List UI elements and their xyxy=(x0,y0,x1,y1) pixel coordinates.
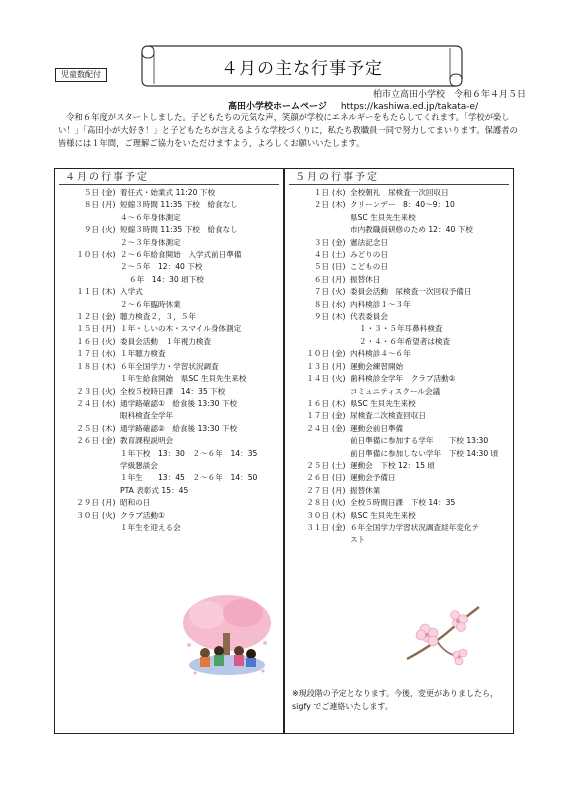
schedule-event: 県SC 生貝先生来校 xyxy=(350,510,416,520)
schedule-date: ２５日 xyxy=(76,423,99,433)
schedule-row xyxy=(59,323,283,335)
schedule-event: 運動会予備日 xyxy=(350,473,396,483)
schedule-row xyxy=(289,237,513,249)
schedule-continuation: コミュニティスクール会議 xyxy=(350,386,441,396)
schedule-weekday: (木) xyxy=(332,312,346,322)
schedule-continuation: 眼科検査全学年 xyxy=(120,411,174,421)
schedule-event: 歯科検診全学年 クラブ活動② xyxy=(350,374,456,384)
schedule-row xyxy=(289,497,513,509)
schedule-date: ２４日 xyxy=(76,398,99,408)
schedule-weekday: (月) xyxy=(332,361,346,371)
schedule-row xyxy=(289,274,513,286)
schedule-event: 全校朝礼 尿検査一次回収日 xyxy=(350,188,449,197)
schedule-date: １４日 xyxy=(306,374,329,384)
schedule-date: ３０日 xyxy=(306,510,329,520)
schedule-event: 通学路確認① 給食後 13:30 下校 xyxy=(120,398,238,408)
schedule-event: 運動会 下校 12：15 頃 xyxy=(350,460,435,470)
schedule-row xyxy=(289,410,513,422)
schedule-event: 教育課程説明会 xyxy=(120,436,174,446)
schedule-event: 振替休業 xyxy=(350,485,381,495)
april-list xyxy=(59,187,283,534)
schedule-date: １３日 xyxy=(306,361,329,371)
schedule-event: クリーンデー 8：40～9：10 xyxy=(350,200,455,210)
schedule-event: みどりの日 xyxy=(350,250,388,260)
schedule-event: クラブ活動① xyxy=(120,510,165,520)
schedule-event: 代表委員会 xyxy=(350,312,388,322)
schedule-event: 全校５校時日課 14：35 下校 xyxy=(120,386,226,396)
schedule-weekday: (水) xyxy=(332,188,346,197)
schedule-event: ２～６年給食開始 入学式前日準備 xyxy=(120,250,242,260)
schedule-event: 内科検診１～３年 xyxy=(350,299,411,309)
schedule-date: １８日 xyxy=(76,361,99,371)
schedule-event: 着任式・始業式 11:20 下校 xyxy=(120,188,216,197)
schedule-continuation: ２～３年身体測定 xyxy=(120,237,181,247)
schedule-weekday: (火) xyxy=(332,498,346,508)
schedule-date: ３１日 xyxy=(306,522,329,532)
schedule-row xyxy=(59,348,283,360)
schedule-event: 尿検査二次検査回収日 xyxy=(350,411,426,421)
schedule-weekday: (火) xyxy=(102,510,116,520)
schedule-date: ２５日 xyxy=(306,460,329,470)
issuer-date: 柏市立高田小学校 令和６年４月５日 xyxy=(372,90,526,100)
schedule-continuation: ４～６年身体測定 xyxy=(120,212,181,222)
may-heading: ５月の行事予定 xyxy=(289,171,509,185)
schedule-weekday: (木) xyxy=(102,423,116,433)
schedule-event: こどもの日 xyxy=(350,262,388,272)
schedule-event: 全校５時間日課 下校 14：35 xyxy=(350,498,456,508)
schedule-date: １０日 xyxy=(306,349,329,359)
schedule-event: 短縮３時間 11:35 下校 給食なし xyxy=(120,225,238,235)
schedule-event: 委員会活動 尿検査一次回収予備日 xyxy=(350,287,472,297)
schedule-weekday: (金) xyxy=(332,411,346,421)
schedule-weekday: (金) xyxy=(102,312,116,322)
distribution-badge: 児童数配付 xyxy=(55,68,107,82)
schedule-row xyxy=(289,373,513,385)
schedule-event: ６年全国学力学習状況調査経年変化テ xyxy=(350,522,480,532)
schedule-continuation: 前日準備に参加しない学年 下校 14:30 頃 xyxy=(350,448,499,458)
schedule-date: １２日 xyxy=(76,312,99,322)
schedule-row xyxy=(59,361,283,373)
schedule-date: ５日 xyxy=(313,262,329,272)
schedule-weekday: (火) xyxy=(102,336,116,346)
intro-paragraph: 令和６年度がスタートしました。子どもたちの元気な声，笑顔が学校にエネルギーをもたらしてくれます。「学校が楽しい！」「高田小が大好き！」と子どもたちが言えるような学校づくりに，私たち教職員一同で努力してまいります。保護者の皆様には１年間，ご理解ご協力をいただけますよう，よろしくお願いいたします。 xyxy=(58,112,518,148)
schedule-weekday: (月) xyxy=(332,485,346,495)
schedule-row xyxy=(59,224,283,236)
cherry-blossom-picnic-illustration xyxy=(179,593,275,681)
homepage-label: 高田小学校ホームページ xyxy=(228,102,327,112)
schedule-date: １６日 xyxy=(76,336,99,346)
schedule-weekday: (土) xyxy=(332,250,346,260)
schedule-continuation: スト xyxy=(350,535,366,545)
schedule-row xyxy=(59,423,283,435)
schedule-weekday: (金) xyxy=(332,349,346,359)
schedule-weekday: (日) xyxy=(332,262,346,272)
schedule-row xyxy=(289,199,513,211)
schedule-row xyxy=(289,249,513,261)
schedule-date: ２６日 xyxy=(76,436,99,446)
schedule-continuation: １年生を迎える会 xyxy=(120,522,181,532)
page-title: ４月の主な行事予定 xyxy=(221,59,383,79)
schedule-date: ３０日 xyxy=(76,510,99,520)
schedule-weekday: (日) xyxy=(332,473,346,483)
schedule-row xyxy=(59,311,283,323)
schedule-row xyxy=(289,522,513,534)
schedule-row xyxy=(289,510,513,522)
schedule-weekday: (水) xyxy=(102,250,116,260)
schedule-date: １０日 xyxy=(76,250,99,260)
schedule-continuation: ２～５年 12：40 下校 xyxy=(120,262,203,272)
schedule-continuation: ２・４・６年希望者は検査 xyxy=(359,336,451,346)
schedule-date: ９日 xyxy=(83,225,99,235)
schedule-weekday: (木) xyxy=(102,361,116,371)
schedule-date: ４日 xyxy=(313,250,329,260)
schedule-date: ５日 xyxy=(83,188,99,197)
schedule-weekday: (土) xyxy=(332,460,346,470)
april-heading: ４月の行事予定 xyxy=(59,171,279,185)
schedule-event: 入学式 xyxy=(120,287,143,297)
schedule-event: 短縮３時間 11:35 下校 給食なし xyxy=(120,200,238,210)
schedule-row xyxy=(289,299,513,311)
schedule-row xyxy=(59,249,283,261)
schedule-date: ２４日 xyxy=(306,423,329,433)
may-schedule-panel xyxy=(284,168,514,734)
schedule-continuation: 県SC 生貝先生来校 xyxy=(350,212,416,222)
schedule-weekday: (金) xyxy=(102,436,116,446)
schedule-weekday: (火) xyxy=(102,386,116,396)
schedule-weekday: (月) xyxy=(102,200,116,210)
schedule-continuation: 前日準備に参加する学年 下校 13:30 xyxy=(350,436,489,446)
schedule-weekday: (木) xyxy=(102,287,116,297)
schedule-row xyxy=(59,336,283,348)
schedule-row xyxy=(289,472,513,484)
schedule-continuation: １年下校 13：30 ２～６年 14：35 xyxy=(120,448,258,458)
schedule-date: ２８日 xyxy=(306,498,329,508)
schedule-event: 運動会練習開始 xyxy=(350,361,404,371)
schedule-event: 昭和の日 xyxy=(120,498,151,508)
schedule-weekday: (月) xyxy=(102,498,116,508)
schedule-event: 聴力検査２，３，５年 xyxy=(120,312,196,322)
schedule-weekday: (金) xyxy=(332,237,346,247)
schedule-date: ８日 xyxy=(83,200,99,210)
schedule-weekday: (火) xyxy=(332,287,346,297)
schedule-row xyxy=(289,286,513,298)
schedule-weekday: (水) xyxy=(102,398,116,408)
schedule-continuation: PTA 表彰式 15：45 xyxy=(120,485,189,495)
schedule-row xyxy=(59,510,283,522)
schedule-weekday: (水) xyxy=(332,299,346,309)
schedule-date: ２７日 xyxy=(306,485,329,495)
schedule-row xyxy=(289,361,513,373)
schedule-weekday: (火) xyxy=(102,225,116,235)
schedule-weekday: (木) xyxy=(332,510,346,520)
schedule-row xyxy=(59,435,283,447)
schedule-date: ６日 xyxy=(313,274,329,284)
schedule-date: ３日 xyxy=(313,237,329,247)
homepage-url[interactable]: https://kashiwa.ed.jp/takata-e/ xyxy=(340,102,479,112)
schedule-row xyxy=(289,348,513,360)
schedule-date: １６日 xyxy=(306,398,329,408)
schedule-continuation: ２～６年臨時休業 xyxy=(120,299,181,309)
schedule-row xyxy=(59,497,283,509)
schedule-row xyxy=(59,187,283,199)
schedule-date: １１日 xyxy=(76,287,99,297)
schedule-weekday: (金) xyxy=(102,188,116,197)
schedule-event: 振替休日 xyxy=(350,274,381,284)
schedule-weekday: (木) xyxy=(332,398,346,408)
schedule-continuation: 市内教職員研修のため 12：40 下校 xyxy=(350,225,473,235)
schedule-continuation: １年生 13：45 ２～６年 14：50 xyxy=(120,473,258,483)
schedule-event: 委員会活動 １年視力検査 xyxy=(120,336,212,346)
schedule-event: １年聴力検査 xyxy=(120,349,166,359)
schedule-event: 通学路確認② 給食後 13:30 下校 xyxy=(120,423,238,433)
schedule-date: ２９日 xyxy=(76,498,99,508)
schedule-event: ６年全国学力・学習状況調査 xyxy=(120,361,219,371)
schedule-date: ７日 xyxy=(313,287,329,297)
schedule-date: ２日 xyxy=(313,200,329,210)
schedule-weekday: (火) xyxy=(332,374,346,384)
schedule-continuation: ６年 14：30 頃下校 xyxy=(129,274,204,284)
schedule-row xyxy=(289,311,513,323)
schedule-event: 運動会前日準備 xyxy=(350,423,404,433)
schedule-weekday: (月) xyxy=(332,274,346,284)
schedule-row xyxy=(289,261,513,273)
schedule-date: ８日 xyxy=(313,299,329,309)
schedule-event: 内科検診４～６年 xyxy=(350,349,411,359)
schedule-event: 県SC 生貝先生来校 xyxy=(350,398,416,408)
april-schedule-panel xyxy=(54,168,284,734)
schedule-weekday: (金) xyxy=(332,423,346,433)
schedule-row xyxy=(289,187,513,199)
schedule-continuation: １・３・５年耳鼻科検査 xyxy=(359,324,443,334)
schedule-date: １７日 xyxy=(306,411,329,421)
schedule-weekday: (月) xyxy=(102,324,116,334)
schedule-row xyxy=(289,460,513,472)
schedule-row xyxy=(289,423,513,435)
schedule-row xyxy=(289,485,513,497)
schedule-date: １日 xyxy=(313,188,329,197)
schedule-continuation: 学級懇談会 xyxy=(120,460,158,470)
schedule-date: ２６日 xyxy=(306,473,329,483)
schedule-row xyxy=(59,286,283,298)
schedule-row xyxy=(59,386,283,398)
schedule-date: １５日 xyxy=(76,324,99,334)
schedule-date: １７日 xyxy=(76,349,99,359)
schedule-row xyxy=(59,199,283,211)
schedule-weekday: (木) xyxy=(332,200,346,210)
schedule-event: １年・しいの木・スマイル身体測定 xyxy=(120,324,242,334)
may-list xyxy=(289,187,513,547)
schedule-date: ９日 xyxy=(313,312,329,322)
schedule-weekday: (水) xyxy=(102,349,116,359)
schedule-event: 憲法記念日 xyxy=(350,237,388,247)
schedule-note: ※現段階の予定となります。今後，変更がありましたら，sigfy でご連絡いたします。 xyxy=(292,689,499,711)
schedule-row xyxy=(59,398,283,410)
schedule-row xyxy=(289,398,513,410)
schedule-date: ２３日 xyxy=(76,386,99,396)
schedule-continuation: １年生給食開始 県SC 生貝先生来校 xyxy=(120,374,247,384)
cherry-blossom-branch-illustration xyxy=(403,601,483,667)
schedule-weekday: (金) xyxy=(332,522,346,532)
